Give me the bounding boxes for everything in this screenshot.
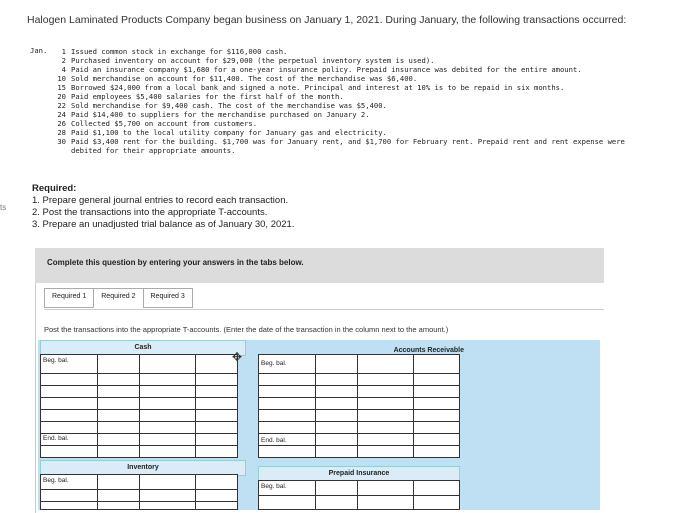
transaction-row — [52, 101, 632, 110]
transaction-text: Collected $5,700 on account from customers. — [71, 119, 258, 128]
transaction-day: 26 — [57, 119, 66, 128]
transaction-row — [52, 56, 632, 65]
transaction-row — [52, 47, 632, 56]
ar-beg-bal-label: Beg. bal. — [261, 360, 287, 367]
transaction-day: 15 — [57, 83, 66, 92]
accounts-receivable-header: Accounts Receivable — [393, 347, 464, 354]
transaction-row — [52, 110, 632, 119]
transaction-row — [52, 92, 632, 101]
transaction-month: Jan. — [30, 46, 48, 55]
move-cursor-icon: ✥ — [232, 350, 243, 364]
cash-t-account — [40, 354, 238, 458]
required-item-1: 1. Prepare general journal entries to record each transaction. — [32, 195, 289, 206]
inventory-beg-bal-label: Beg. bal. — [43, 477, 69, 484]
tab-bar — [44, 288, 192, 308]
transaction-row — [52, 65, 632, 74]
prepaid-beg-bal-label: Beg. bal. — [261, 483, 287, 490]
instructions-banner — [35, 248, 604, 283]
transaction-text: Sold merchandise on account for $11,400. The cost of the merchandise was $6,400. — [71, 74, 418, 83]
tab-required-2[interactable]: Required 2 — [93, 288, 143, 308]
cash-beg-bal-label: Beg. bal. — [43, 357, 69, 364]
accounts-receivable-t-account — [258, 354, 460, 458]
tab-required-1[interactable]: Required 1 — [44, 288, 94, 308]
transaction-day: 22 — [57, 101, 66, 110]
left-margin-mark: ts — [0, 203, 7, 212]
cash-end-bal-label: End. bal. — [43, 435, 69, 442]
transaction-text: Issued common stock in exchange for $116,000 cash. — [71, 47, 288, 56]
transaction-day: 30 — [57, 137, 66, 146]
inventory-header: Inventory — [40, 460, 246, 476]
transaction-day: 20 — [57, 92, 66, 101]
prepaid-insurance-header: Prepaid Insurance — [258, 466, 460, 482]
transaction-text: Paid an insurance company $1,680 for a one-year insurance policy. Prepaid insurance was debited for the entire amount. — [71, 65, 582, 74]
ar-end-bal-label: End. bal. — [261, 437, 287, 444]
transaction-day: 2 — [61, 56, 66, 65]
posting-instruction: Post the transactions into the appropriate T-accounts. (Enter the date of the transaction in the column next to the amount.) — [44, 325, 449, 334]
cash-header: Cash — [40, 340, 246, 356]
transaction-day: 28 — [57, 128, 66, 137]
transaction-text: Sold merchandise for $9,400 cash. The cost of the merchandise was $5,400. — [71, 101, 387, 110]
tab-required-3[interactable]: Required 3 — [143, 288, 193, 308]
required-item-3: 3. Prepare an unadjusted trial balance as of January 30, 2021. — [32, 219, 295, 230]
transaction-text: Paid $3,400 rent for the building. $1,700 was for January rent, and $1,700 for February rent. Prepaid rent and rent expense were debited for their appropriate amounts. — [71, 137, 625, 155]
transaction-text: Paid $1,100 to the local utility company for January gas and electricity. — [71, 128, 387, 137]
transaction-text: Paid employees $5,400 salaries for the first half of the month. — [71, 92, 344, 101]
inventory-t-account — [40, 474, 238, 510]
transaction-text: Paid $14,400 to suppliers for the merchandise purchased on January 2. — [71, 110, 370, 119]
banner-text: Complete this question by entering your answers in the tabs below. — [47, 258, 304, 267]
transaction-row — [52, 83, 632, 92]
required-item-2: 2. Post the transactions into the appropriate T-accounts. — [32, 207, 268, 218]
t-accounts-area — [38, 340, 600, 510]
transaction-row — [52, 128, 632, 137]
transaction-list — [52, 47, 632, 155]
transaction-row — [52, 74, 632, 83]
prepaid-insurance-t-account — [258, 480, 460, 510]
transaction-text: Purchased inventory on account for $29,000 (the perpetual inventory system is used). — [71, 56, 435, 65]
transaction-day: 24 — [57, 110, 66, 119]
transaction-text: Borrowed $24,000 from a local bank and signed a note. Principal and interest at 10% is to be repaid in six months. — [71, 83, 565, 92]
transaction-row — [52, 119, 632, 128]
tab-divider — [44, 309, 604, 310]
required-section — [32, 183, 294, 231]
transaction-day: 10 — [57, 74, 66, 83]
transaction-day: 1 — [61, 47, 66, 56]
problem-intro: Halogen Laminated Products Company began business on January 1, 2021. During January, the following transactions occurred: — [27, 14, 627, 26]
required-heading: Required: — [32, 183, 77, 194]
transaction-day: 4 — [61, 65, 66, 74]
transaction-row — [52, 137, 632, 155]
